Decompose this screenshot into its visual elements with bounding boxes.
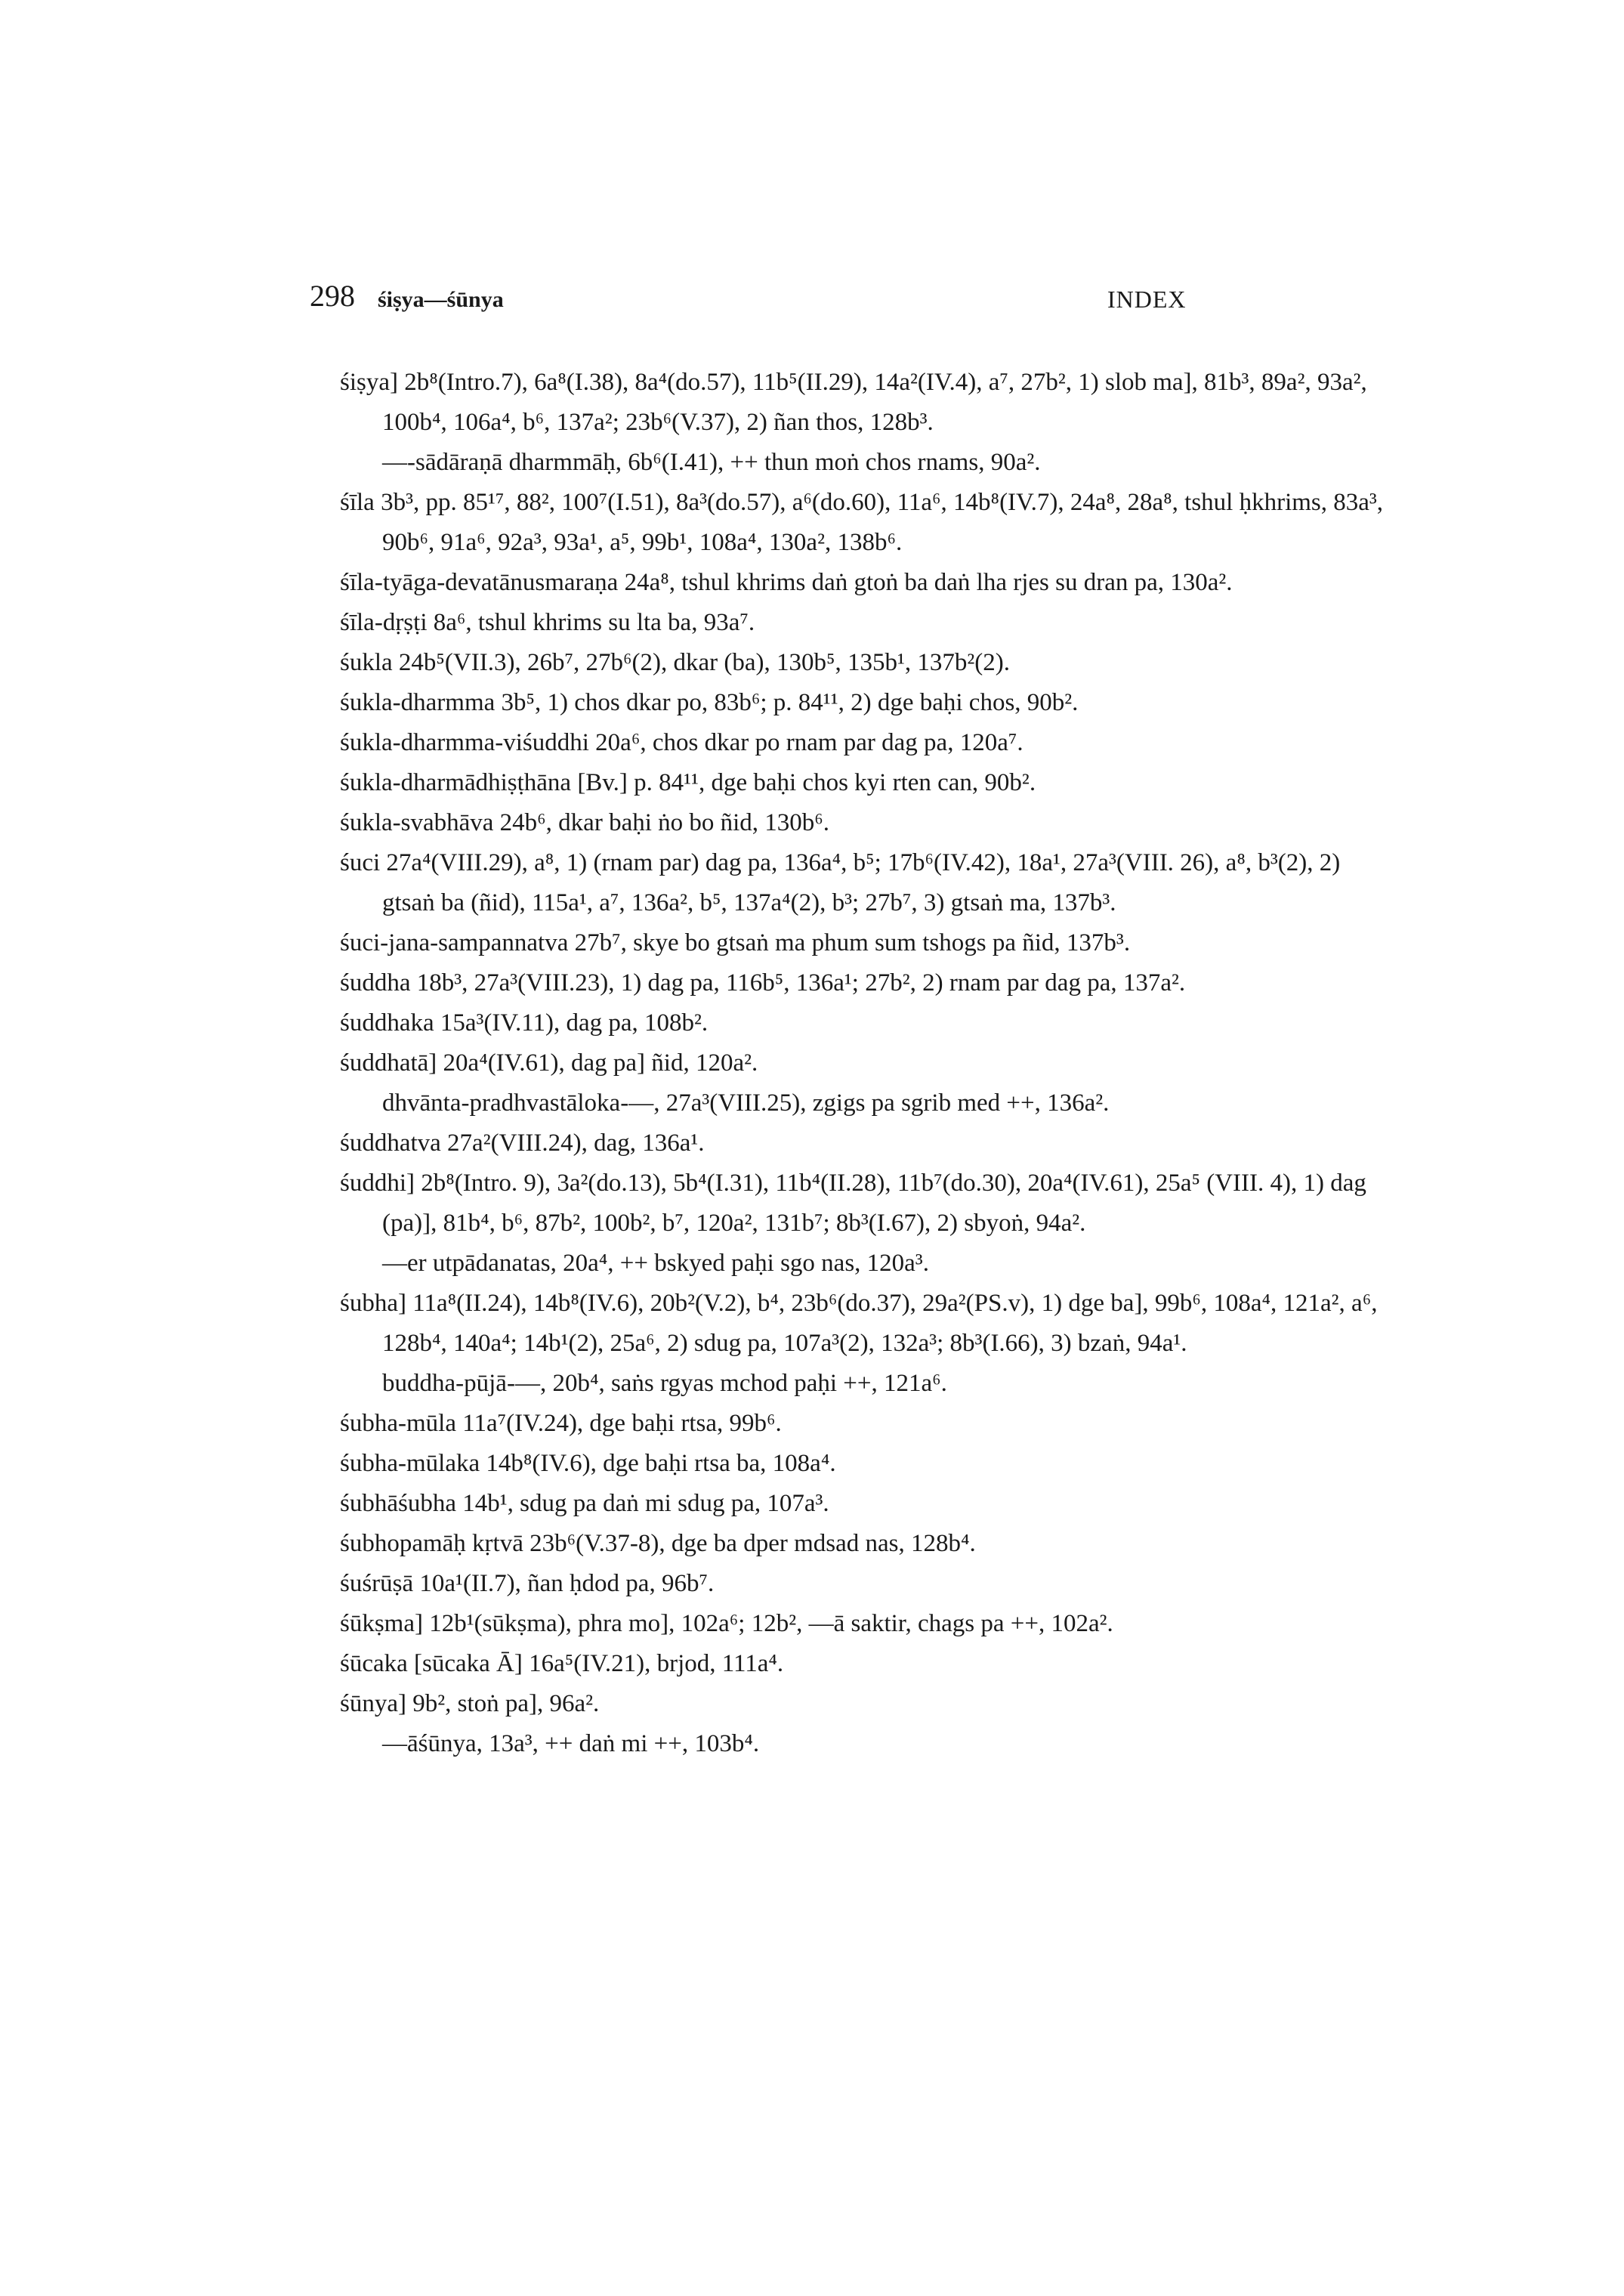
section-title: INDEX (1107, 286, 1187, 313)
index-entry: śūkṣma] 12b¹(sūkṣma), phra mo], 102a⁶; 12b², —ā saktir, chags pa ++, 102a². (340, 1610, 1113, 1637)
index-entry: śubhopamāḥ kṛtvā 23b⁶(V.37-8), dge ba dper mdsad nas, 128b⁴. (340, 1530, 976, 1557)
index-entry: śuci 27a⁴(VIII.29), a⁸, 1) (rnam par) dag pa, 136a⁴, b⁵; 17b⁶(IV.42), 18a¹, 27a³(VIII. 26), a⁸, b³(2), 2) gtsaṅ ba (ñid), 115a¹, a⁷, 136a², b⁵, 137a⁴(2), b³; 27b⁷, 3) gtsaṅ ma, 137b³. (340, 849, 1341, 916)
index-subentry: dhvānta-pradhvastāloka-—, 27a³(VIII.25), zgigs pa sgrib med ++, 136a². (382, 1089, 1110, 1117)
index-entry: śukla-dharmādhiṣṭhāna [Bv.] p. 84¹¹, dge baḥi chos kyi rten can, 90b². (340, 769, 1036, 796)
index-subentry: buddha-pūjā-—, 20b⁴, saṅs rgyas mchod paḥi ++, 121a⁶. (382, 1370, 947, 1397)
index-entry: śubha-mūla 11a⁷(IV.24), dge baḥi rtsa, 99b⁶. (340, 1410, 782, 1437)
index-entry: śūnya] 9b², stoṅ pa], 96a². (340, 1690, 600, 1717)
index-entry: śuddhi] 2b⁸(Intro. 9), 3a²(do.13), 5b⁴(I.31), 11b⁴(II.28), 11b⁷(do.30), 20a⁴(IV.61), 25a⁵ (VIII. 4), 1) dag (pa)], 81b⁴, b⁶, 87b², 100b², b⁷, 120a², 131b⁷; 8b³(I.67), 2) sbyoṅ, 94a². (340, 1170, 1366, 1237)
index-entry: śīla-dṛṣṭi 8a⁶, tshul khrims su lta ba, 93a⁷. (340, 609, 755, 636)
index-entry: śiṣya] 2b⁸(Intro.7), 6a⁸(I.38), 8a⁴(do.57), 11b⁵(II.29), 14a²(IV.4), a⁷, 27b², 1) slob ma], 81b³, 89a², 93a², 100b⁴, 106a⁴, b⁶, 137a²; 23b⁶(V.37), 2) ñan thos, 128b³. (340, 369, 1367, 436)
index-entry: śukla-svabhāva 24b⁶, dkar baḥi ṅo bo ñid, 130b⁶. (340, 809, 830, 836)
index-entry: śukla 24b⁵(VII.3), 26b⁷, 27b⁶(2), dkar (ba), 130b⁵, 135b¹, 137b²(2). (340, 649, 1010, 676)
index-entry: śūcaka [sūcaka Ā] 16a⁵(IV.21), brjod, 111a⁴. (340, 1650, 784, 1677)
index-entry: śuddha 18b³, 27a³(VIII.23), 1) dag pa, 116b⁵, 136a¹; 27b², 2) rnam par dag pa, 137a². (340, 969, 1186, 997)
index-entry: śubhāśubha 14b¹, sdug pa daṅ mi sdug pa, 107a³. (340, 1490, 829, 1517)
page-header (310, 278, 1397, 323)
index-entry: śubha-mūlaka 14b⁸(IV.6), dge baḥi rtsa ba, 108a⁴. (340, 1450, 836, 1477)
index-entry: śuddhatā] 20a⁴(IV.61), dag pa] ñid, 120a². (340, 1049, 758, 1077)
index-subentry: —er utpādanatas, 20a⁴, ++ bskyed paḥi sgo nas, 120a³. (382, 1250, 929, 1277)
index-entry: śuddhatva 27a²(VIII.24), dag, 136a¹. (340, 1129, 705, 1157)
index-entry: śuśrūṣā 10a¹(II.7), ñan ḥdod pa, 96b⁷. (340, 1570, 715, 1597)
index-entry: śīla 3b³, pp. 85¹⁷, 88², 100⁷(I.51), 8a³(do.57), a⁶(do.60), 11a⁶, 14b⁸(IV.7), 24a⁸, 28a⁸, tshul ḥkhrims, 83a³, 90b⁶, 91a⁶, 92a³, 93a¹, a⁵, 99b¹, 108a⁴, 130a², 138b⁶. (340, 489, 1384, 556)
index-entry: śubha] 11a⁸(II.24), 14b⁸(IV.6), 20b²(V.2), b⁴, 23b⁶(do.37), 29a²(PS.v), 1) dge ba], 99b⁶, 108a⁴, 121a², a⁶, 128b⁴, 140a⁴; 14b¹(2), 25a⁶, 2) sdug pa, 107a³(2), 132a³; 8b³(I.66), 3) bzaṅ, 94a¹. (340, 1290, 1378, 1357)
running-head: śiṣya—śūnya (378, 287, 504, 312)
index-subentry: —-sādāraṇā dharmmāḥ, 6b⁶(I.41), ++ thun moṅ chos rnams, 90a². (382, 449, 1041, 476)
index-entry: śukla-dharmma-viśuddhi 20a⁶, chos dkar po rnam par dag pa, 120a⁷. (340, 729, 1023, 756)
index-entry: śīla-tyāga-devatānusmaraṇa 24a⁸, tshul khrims daṅ gtoṅ ba daṅ lha rjes su dran pa, 130a². (340, 569, 1233, 596)
index-entry: śuddhaka 15a³(IV.11), dag pa, 108b². (340, 1009, 709, 1037)
page-number: 298 (310, 279, 355, 313)
index-subentry: —āśūnya, 13a³, ++ daṅ mi ++, 103b⁴. (382, 1730, 760, 1757)
index-entry: śuci-jana-sampannatva 27b⁷, skye bo gtsaṅ ma phum sum tshogs pa ñid, 137b³. (340, 929, 1131, 956)
index-entry: śukla-dharmma 3b⁵, 1) chos dkar po, 83b⁶; p. 84¹¹, 2) dge baḥi chos, 90b². (340, 689, 1079, 716)
index-entries (340, 363, 1397, 1764)
